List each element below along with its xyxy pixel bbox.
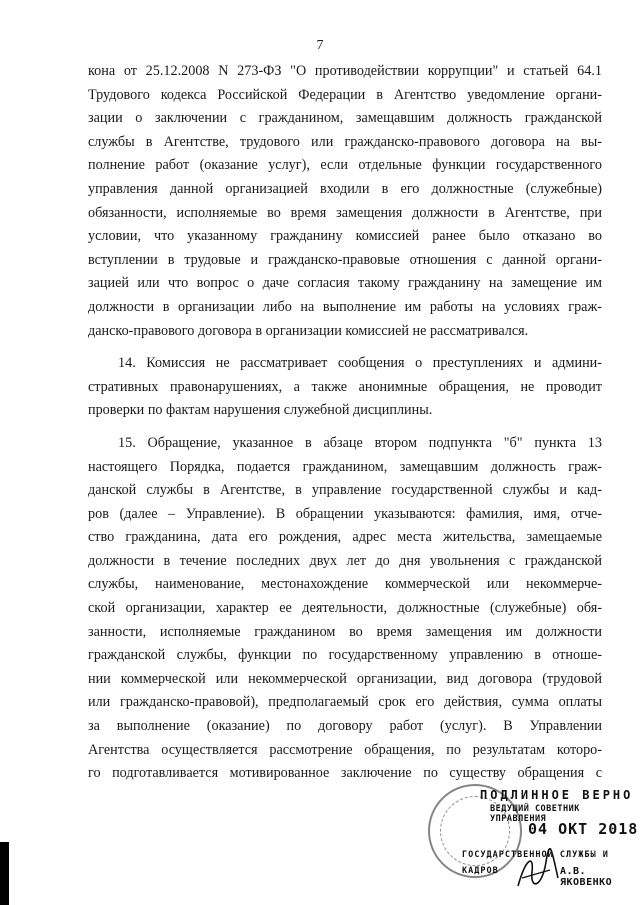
text-line: данской службы в Агентстве, в управление государственной службы и кад- [88, 482, 602, 499]
text-line: ской организации, характер ее деятельности, должностные (служебные) обя- [88, 600, 602, 617]
text-line: стративных правонарушениях, а также анонимные обращения, не проводит [88, 378, 602, 395]
stamp-title: ПОДЛИННОЕ ВЕРНО [480, 788, 634, 802]
text-line: 14. Комиссия не рассматривает сообщения о преступлениях и админи- [118, 355, 602, 372]
stamp-date: 04 ОКТ 2018 [528, 820, 639, 838]
text-line: го подготавливается мотивированное заключение по существу обращения с [88, 765, 602, 782]
text-line: Агентства осуществляется рассмотрение обращения, по результатам которо- [88, 741, 602, 758]
stamp-department: КАДРОВ [462, 866, 499, 876]
text-line: гражданской службы, функции по государственному управлению в отноше- [88, 647, 602, 664]
text-line: данско-правового договора в организации комиссией не рассматривался. [88, 322, 529, 339]
text-line: службы, наименование, местонахождение коммерческой или некоммерче- [88, 576, 602, 593]
certification-stamp [420, 778, 640, 905]
paragraph-14 [88, 352, 602, 423]
text-line: за выполнение (оказание) по договору работ (услуг). В Управлении [88, 718, 602, 735]
text-line: вступлении в трудовые и гражданско-правовые отношения с данной органи- [88, 251, 602, 268]
document-body [88, 60, 602, 786]
text-line: 15. Обращение, указанное в абзаце втором подпункта "б" пункта 13 [118, 434, 602, 451]
text-line: нии коммерческой или некоммерческой организации, вид договора (трудовой [88, 670, 602, 687]
text-line: занности, исполняемые гражданином во время замещения им должности [88, 623, 602, 640]
text-line: управления данной организацией входили в его должностные (служебные) [88, 180, 602, 197]
text-line: проверки по фактам нарушения служебной дисциплины. [88, 402, 433, 419]
paragraph-13-continuation [88, 60, 602, 343]
stamp-signer-name: А.В. ЯКОВЕНКО [560, 866, 613, 888]
text-line: Трудового кодекса Российской Федерации в Агентство уведомление органи- [88, 86, 602, 103]
text-line: настоящего Порядка, подается гражданином, замещавшим должность граж- [88, 458, 602, 475]
text-line: службы в Агентстве, трудового или гражданско-правового договора на вы- [88, 133, 602, 150]
text-line: зации о заключении с гражданином, замещавшим должность гражданской [88, 110, 602, 127]
paragraph-15 [88, 432, 602, 786]
text-line: кона от 25.12.2008 N 273-ФЗ "О противодействии коррупции" и статьей 64.1 [88, 63, 602, 79]
text-line: обязанности, исполняемые во время замещения должности в Агентстве, при [88, 204, 602, 221]
stamp-role: ВЕДУЩИЙ СОВЕТНИК УПРАВЛЕНИЯ [490, 804, 580, 824]
text-line: условии, что указанному гражданину комиссией ранее было отказано во [88, 228, 602, 245]
text-line: должности в организации либо на выполнение им работы на условиях граж- [88, 298, 602, 315]
text-line: или гражданско-правовой), предполагаемый срок его действия, сумма оплаты [88, 694, 602, 711]
text-line: зацией или что вопрос о даче согласия такому гражданину на замещение им [88, 275, 602, 292]
text-line: ство гражданина, дата его рождения, адрес места жительства, замещаемые [88, 529, 602, 546]
stamp-department: ГОСУДАРСТВЕННОЙ СЛУЖБЫ И [462, 850, 609, 860]
text-line: полнение работ (оказание услуг), если отдельные функции государственного [88, 157, 602, 174]
scan-edge-mark [0, 842, 9, 905]
text-line: должности в течение последних двух лет до дня увольнения с гражданской [88, 552, 602, 569]
page-number: 7 [316, 38, 324, 53]
text-line: ров (далее – Управление). В обращении указываются: фамилия, имя, отче- [88, 505, 602, 522]
signature-icon [512, 848, 562, 893]
